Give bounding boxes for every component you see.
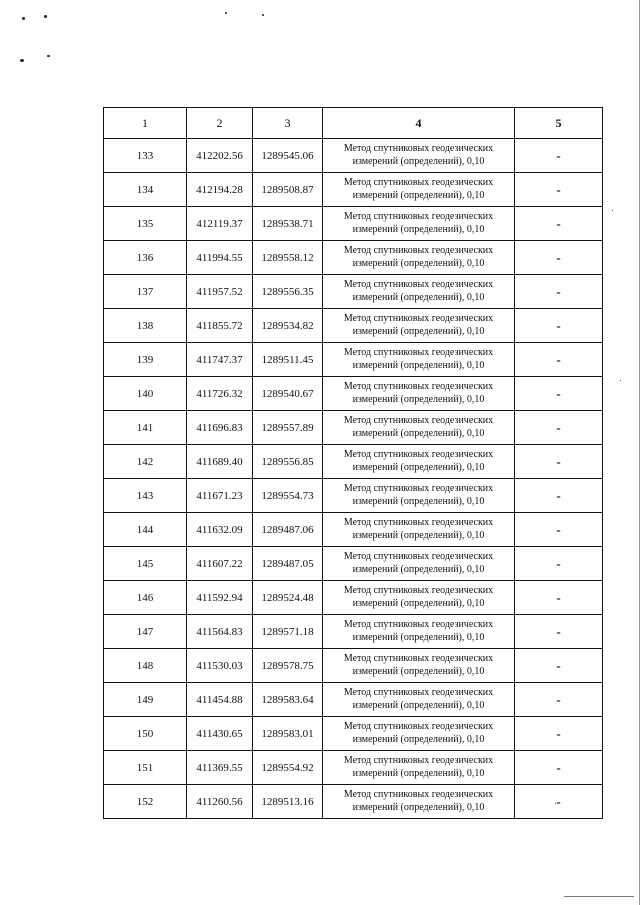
y-coordinate-cell: 1289557.89: [253, 411, 323, 445]
header-col-2: 2: [187, 108, 253, 139]
note-cell: -: [515, 615, 603, 649]
table-row: [104, 717, 603, 751]
note-cell: -: [515, 173, 603, 207]
x-coordinate-cell: 411430.65: [187, 717, 253, 751]
point-number-cell: 133: [104, 139, 187, 173]
table-row: [104, 377, 603, 411]
scan-bottom-line: [564, 896, 634, 897]
method-cell: Метод спутниковых геодезических измерений (определений), 0,10: [323, 683, 515, 717]
table-row: [104, 207, 603, 241]
point-number-cell: 143: [104, 479, 187, 513]
method-cell: Метод спутниковых геодезических измерений (определений), 0,10: [323, 445, 515, 479]
point-number-cell: 139: [104, 343, 187, 377]
y-coordinate-cell: 1289534.82: [253, 309, 323, 343]
table-row: [104, 513, 603, 547]
y-coordinate-cell: 1289513.16: [253, 785, 323, 819]
y-coordinate-cell: 1289571.18: [253, 615, 323, 649]
table-row: [104, 411, 603, 445]
table-row: [104, 751, 603, 785]
header-col-4: 4: [323, 108, 515, 139]
scan-speck: [47, 55, 50, 57]
x-coordinate-cell: 411726.32: [187, 377, 253, 411]
note-cell: -: [515, 207, 603, 241]
note-cell: -: [515, 139, 603, 173]
coordinates-table: [103, 107, 603, 819]
y-coordinate-cell: 1289556.85: [253, 445, 323, 479]
y-coordinate-cell: 1289554.92: [253, 751, 323, 785]
table-row: [104, 649, 603, 683]
note-cell: -: [515, 275, 603, 309]
point-number-cell: 148: [104, 649, 187, 683]
method-cell: Метод спутниковых геодезических измерений (определений), 0,10: [323, 615, 515, 649]
y-coordinate-cell: 1289508.87: [253, 173, 323, 207]
x-coordinate-cell: 411994.55: [187, 241, 253, 275]
table-row: [104, 547, 603, 581]
note-cell: -: [515, 785, 603, 819]
point-number-cell: 150: [104, 717, 187, 751]
method-cell: Метод спутниковых геодезических измерений (определений), 0,10: [323, 751, 515, 785]
note-cell: -: [515, 377, 603, 411]
note-cell: -: [515, 309, 603, 343]
x-coordinate-cell: 411369.55: [187, 751, 253, 785]
note-cell: -: [515, 445, 603, 479]
table-row: [104, 139, 603, 173]
table-row: [104, 241, 603, 275]
method-cell: Метод спутниковых геодезических измерений (определений), 0,10: [323, 173, 515, 207]
y-coordinate-cell: 1289583.01: [253, 717, 323, 751]
point-number-cell: 147: [104, 615, 187, 649]
method-cell: Метод спутниковых геодезических измерений (определений), 0,10: [323, 411, 515, 445]
table-row: [104, 173, 603, 207]
scan-speck: [225, 12, 227, 14]
method-cell: Метод спутниковых геодезических измерений (определений), 0,10: [323, 241, 515, 275]
note-cell: -: [515, 581, 603, 615]
note-cell: -: [515, 683, 603, 717]
y-coordinate-cell: 1289487.05: [253, 547, 323, 581]
method-cell: Метод спутниковых геодезических измерений (определений), 0,10: [323, 649, 515, 683]
y-coordinate-cell: 1289511.45: [253, 343, 323, 377]
note-cell: -: [515, 547, 603, 581]
note-cell: -: [515, 513, 603, 547]
scan-speck: [22, 17, 25, 20]
note-cell: -: [515, 717, 603, 751]
scan-speck: [44, 15, 47, 18]
table-row: [104, 275, 603, 309]
x-coordinate-cell: 412202.56: [187, 139, 253, 173]
y-coordinate-cell: 1289487.06: [253, 513, 323, 547]
point-number-cell: 142: [104, 445, 187, 479]
y-coordinate-cell: 1289524.48: [253, 581, 323, 615]
table-row: [104, 785, 603, 819]
y-coordinate-cell: 1289578.75: [253, 649, 323, 683]
table-body: [104, 139, 603, 819]
note-cell: -: [515, 411, 603, 445]
method-cell: Метод спутниковых геодезических измерений (определений), 0,10: [323, 717, 515, 751]
method-cell: Метод спутниковых геодезических измерений (определений), 0,10: [323, 139, 515, 173]
table-row: [104, 683, 603, 717]
point-number-cell: 149: [104, 683, 187, 717]
x-coordinate-cell: 411671.23: [187, 479, 253, 513]
y-coordinate-cell: 1289556.35: [253, 275, 323, 309]
table-row: [104, 343, 603, 377]
table-header-row: [104, 108, 603, 139]
point-number-cell: 140: [104, 377, 187, 411]
x-coordinate-cell: 411632.09: [187, 513, 253, 547]
point-number-cell: 137: [104, 275, 187, 309]
point-number-cell: 151: [104, 751, 187, 785]
table-row: [104, 581, 603, 615]
header-col-1: 1: [104, 108, 187, 139]
y-coordinate-cell: 1289583.64: [253, 683, 323, 717]
y-coordinate-cell: 1289558.12: [253, 241, 323, 275]
note-cell: -: [515, 649, 603, 683]
x-coordinate-cell: 411530.03: [187, 649, 253, 683]
method-cell: Метод спутниковых геодезических измерений (определений), 0,10: [323, 343, 515, 377]
method-cell: Метод спутниковых геодезических измерений (определений), 0,10: [323, 479, 515, 513]
table-row: [104, 479, 603, 513]
x-coordinate-cell: 411260.56: [187, 785, 253, 819]
x-coordinate-cell: 411689.40: [187, 445, 253, 479]
note-cell: -: [515, 343, 603, 377]
x-coordinate-cell: 411747.37: [187, 343, 253, 377]
y-coordinate-cell: 1289538.71: [253, 207, 323, 241]
x-coordinate-cell: 411454.88: [187, 683, 253, 717]
y-coordinate-cell: 1289545.06: [253, 139, 323, 173]
point-number-cell: 145: [104, 547, 187, 581]
point-number-cell: 146: [104, 581, 187, 615]
x-coordinate-cell: 411855.72: [187, 309, 253, 343]
point-number-cell: 144: [104, 513, 187, 547]
table-row: [104, 615, 603, 649]
x-coordinate-cell: 411592.94: [187, 581, 253, 615]
scan-speck: [262, 14, 264, 16]
table-row: [104, 309, 603, 343]
point-number-cell: 136: [104, 241, 187, 275]
note-cell: -: [515, 241, 603, 275]
header-col-3: 3: [253, 108, 323, 139]
x-coordinate-cell: 411957.52: [187, 275, 253, 309]
method-cell: Метод спутниковых геодезических измерений (определений), 0,10: [323, 275, 515, 309]
point-number-cell: 138: [104, 309, 187, 343]
scan-speck: [620, 380, 621, 381]
method-cell: Метод спутниковых геодезических измерений (определений), 0,10: [323, 513, 515, 547]
method-cell: Метод спутниковых геодезических измерений (определений), 0,10: [323, 309, 515, 343]
y-coordinate-cell: 1289554.73: [253, 479, 323, 513]
scan-speck: [20, 59, 24, 62]
x-coordinate-cell: 411564.83: [187, 615, 253, 649]
x-coordinate-cell: 412119.37: [187, 207, 253, 241]
note-cell: -: [515, 751, 603, 785]
point-number-cell: 134: [104, 173, 187, 207]
x-coordinate-cell: 412194.28: [187, 173, 253, 207]
scan-speck: [612, 210, 613, 211]
x-coordinate-cell: 411696.83: [187, 411, 253, 445]
method-cell: Метод спутниковых геодезических измерений (определений), 0,10: [323, 207, 515, 241]
method-cell: Метод спутниковых геодезических измерений (определений), 0,10: [323, 547, 515, 581]
note-cell: -: [515, 479, 603, 513]
header-col-5: 5: [515, 108, 603, 139]
method-cell: Метод спутниковых геодезических измерений (определений), 0,10: [323, 581, 515, 615]
y-coordinate-cell: 1289540.67: [253, 377, 323, 411]
method-cell: Метод спутниковых геодезических измерений (определений), 0,10: [323, 377, 515, 411]
method-cell: Метод спутниковых геодезических измерений (определений), 0,10: [323, 785, 515, 819]
point-number-cell: 135: [104, 207, 187, 241]
x-coordinate-cell: 411607.22: [187, 547, 253, 581]
table-row: [104, 445, 603, 479]
point-number-cell: 141: [104, 411, 187, 445]
point-number-cell: 152: [104, 785, 187, 819]
